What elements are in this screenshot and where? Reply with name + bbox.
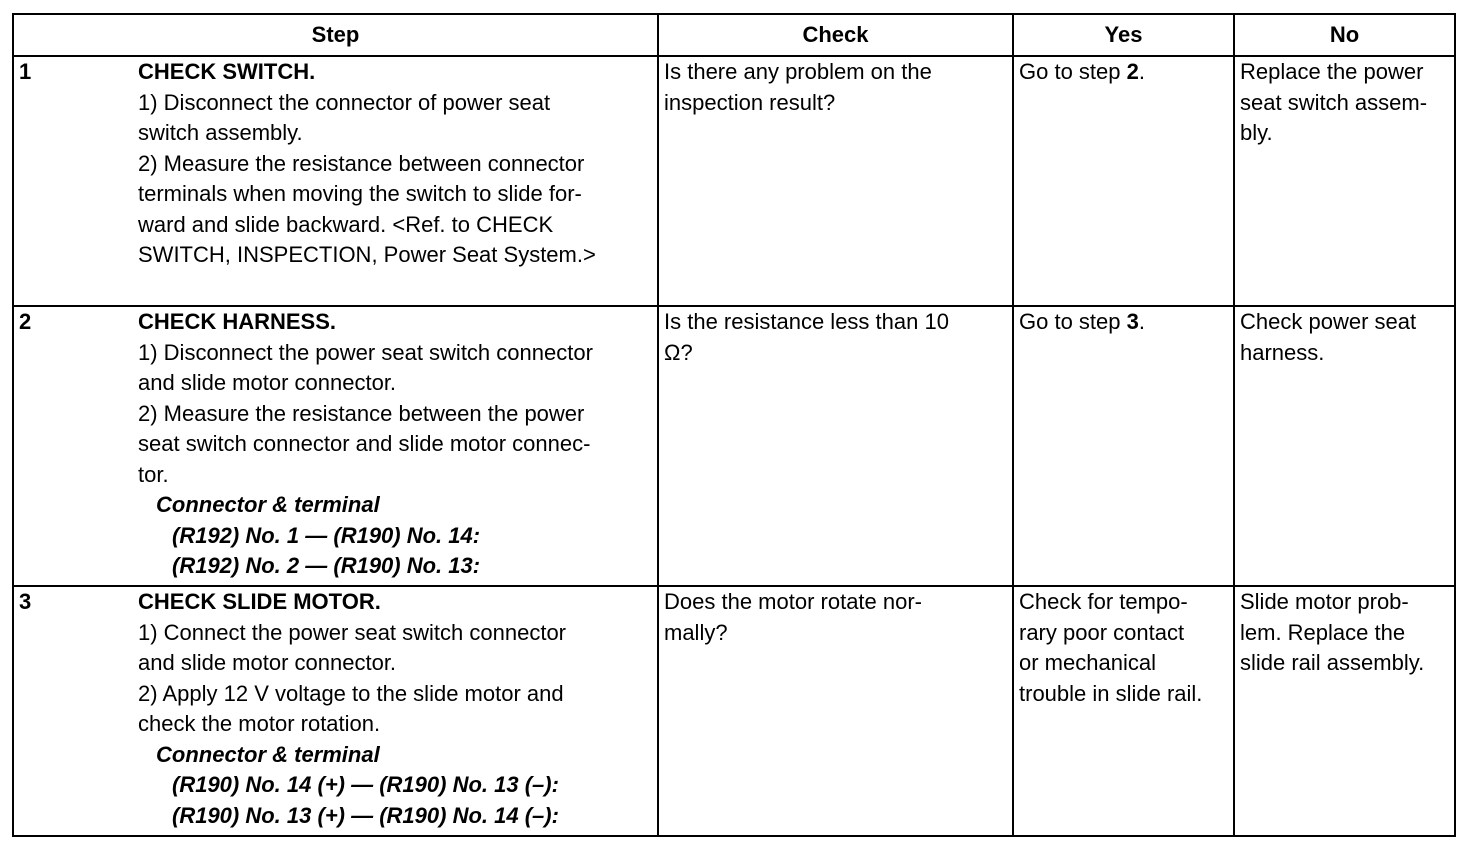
connector-terminal-heading: Connector & terminal — [156, 741, 380, 767]
no-cell — [1234, 306, 1455, 586]
yes-step-ref: 2 — [1126, 59, 1139, 84]
no-line: Slide motor prob- — [1240, 589, 1409, 614]
no-line: bly. — [1240, 120, 1273, 145]
step-line: 2) Measure the resistance between connector — [138, 150, 585, 176]
step-line: terminals when moving the switch to slide for- — [138, 181, 582, 206]
check-line: Ω? — [664, 339, 693, 365]
step-line: SWITCH, INSPECTION, Power Seat System.> — [138, 242, 596, 267]
no-cell — [1234, 56, 1455, 306]
yes-prefix: Go to step — [1019, 309, 1127, 334]
header-check: Check — [658, 14, 1013, 56]
yes-cell — [1013, 56, 1234, 306]
yes-suffix: . — [1138, 59, 1145, 84]
yes-step-ref: 3 — [1126, 309, 1139, 334]
step-line: 1) Disconnect the power seat switch connector — [138, 339, 593, 365]
step-line: 2) Measure the resistance between the power — [138, 400, 585, 426]
check-line: mally? — [664, 619, 728, 645]
step-line: and slide motor connector. — [138, 370, 397, 395]
table-row — [13, 586, 1455, 836]
step-line: tor. — [138, 461, 169, 487]
step-line: 1) Disconnect the connector of power seat — [138, 89, 551, 115]
step-title: CHECK HARNESS. — [138, 309, 337, 334]
diagnostic-table — [12, 13, 1456, 837]
step-line: switch assembly. — [138, 120, 303, 145]
check-cell — [658, 586, 1013, 836]
step-line: 1) Connect the power seat switch connector — [138, 619, 567, 645]
check-cell — [658, 56, 1013, 306]
connector-terminal-line: (R190) No. 14 (+) — (R190) No. 13 (–): — [172, 772, 559, 797]
no-line: harness. — [1240, 339, 1325, 365]
step-line: and slide motor connector. — [138, 650, 397, 675]
yes-line: rary poor contact — [1019, 619, 1185, 645]
check-line: inspection result? — [664, 89, 836, 115]
no-line: lem. Replace the — [1240, 619, 1406, 645]
header-yes: Yes — [1013, 14, 1234, 56]
no-cell — [1234, 586, 1455, 836]
yes-line: trouble in slide rail. — [1019, 680, 1203, 706]
check-line: Is the resistance less than 10 — [664, 309, 949, 334]
table-row — [13, 306, 1455, 586]
connector-terminal-line: (R190) No. 13 (+) — (R190) No. 14 (–): — [172, 802, 559, 828]
yes-cell — [1013, 306, 1234, 586]
no-line: Check power seat — [1240, 309, 1417, 334]
connector-terminal-line: (R192) No. 2 — (R190) No. 13: — [172, 553, 481, 578]
connector-terminal-line: (R192) No. 1 — (R190) No. 14: — [172, 522, 481, 548]
no-line: Replace the power — [1240, 59, 1424, 84]
connector-terminal-heading: Connector & terminal — [156, 492, 380, 517]
step-number: 1 — [19, 59, 32, 84]
no-line: slide rail assembly. — [1240, 650, 1425, 675]
step-title: CHECK SWITCH. — [138, 59, 316, 84]
check-line: Is there any problem on the — [664, 59, 932, 84]
yes-suffix: . — [1138, 309, 1145, 334]
yes-cell — [1013, 586, 1234, 836]
step-number: 2 — [19, 309, 32, 334]
step-title: CHECK SLIDE MOTOR. — [138, 589, 381, 614]
step-number: 3 — [19, 589, 32, 614]
step-line: ward and slide backward. <Ref. to CHECK — [138, 211, 554, 237]
step-line: seat switch connector and slide motor connec- — [138, 431, 591, 456]
step-cell — [13, 56, 658, 306]
step-line: check the motor rotation. — [138, 711, 381, 736]
table-row — [13, 56, 1455, 306]
yes-prefix: Go to step — [1019, 59, 1127, 84]
header-row — [13, 14, 1455, 56]
no-line: seat switch assem- — [1240, 89, 1428, 115]
step-line: 2) Apply 12 V voltage to the slide motor and — [138, 680, 564, 706]
check-line: Does the motor rotate nor- — [664, 589, 923, 614]
header-step: Step — [13, 14, 658, 56]
header-no: No — [1234, 14, 1455, 56]
yes-line: Check for tempo- — [1019, 589, 1188, 614]
yes-line: or mechanical — [1019, 650, 1156, 675]
step-cell — [13, 586, 658, 836]
check-cell — [658, 306, 1013, 586]
step-cell — [13, 306, 658, 586]
